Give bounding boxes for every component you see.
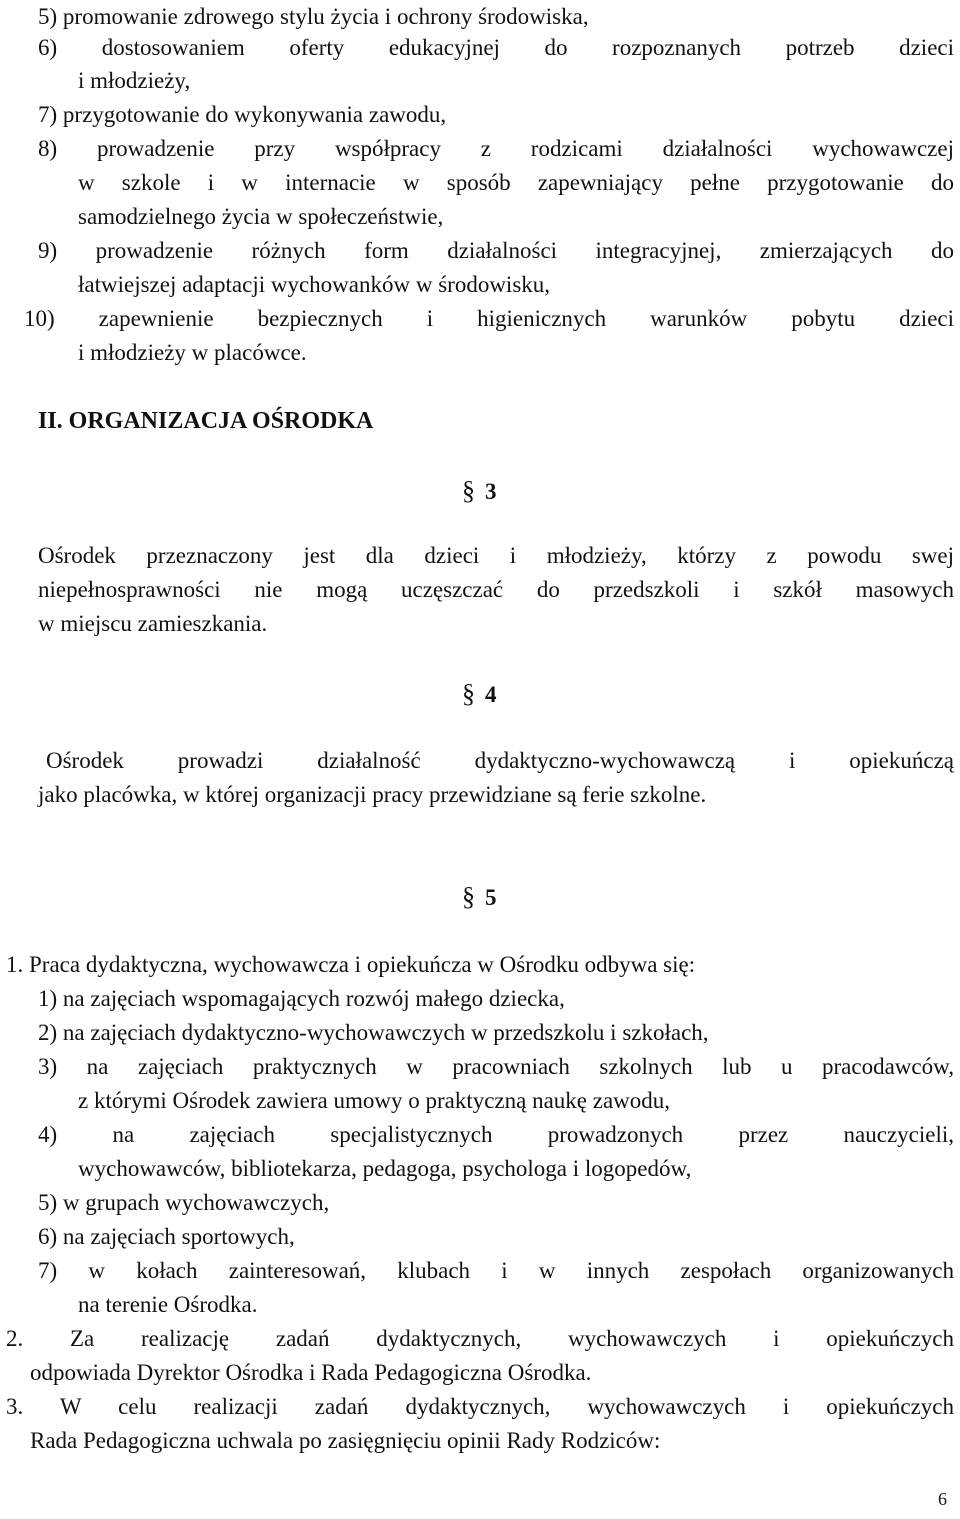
paragraph-3-heading (462, 474, 497, 509)
list-item: 6) na zajęciach sportowych, (38, 1224, 295, 1249)
page-number: 6 (938, 1489, 947, 1509)
paragraph-3-text: niepełnosprawności nie mogą uczęszczać do przedszkoli i szkół masowych (38, 577, 954, 602)
list-item: w szkole i w internacie w sposób zapewniający pełne przygotowanie do (78, 170, 954, 195)
paragraph-3-text: Ośrodek przeznaczony jest dla dzieci i młodzieży, którzy z powodu swej (38, 543, 954, 568)
section-symbol: § (462, 679, 475, 708)
list-item: z którymi Ośrodek zawiera umowy o praktyczną naukę zawodu, (78, 1088, 671, 1113)
paragraph-5-text: Rada Pedagogiczna uchwala po zasięgnięciu opinii Rady Rodziców: (30, 1428, 661, 1453)
list-item: 5) w grupach wychowawczych, (38, 1190, 330, 1215)
paragraph-5-text: 2. Za realizację zadań dydaktycznych, wychowawczych i opiekuńczych (6, 1326, 954, 1351)
list-item: 1) na zajęciach wspomagających rozwój małego dziecka, (38, 986, 565, 1011)
paragraph-4-text: Ośrodek prowadzi działalność dydaktyczno-wychowawczą i opiekuńczą (46, 748, 954, 773)
paragraph-4-heading (462, 677, 497, 712)
list-item: 10) zapewnienie bezpiecznych i higienicznych warunków pobytu dzieci (24, 306, 954, 331)
list-item: 5) promowanie zdrowego stylu życia i ochrony środowiska, (38, 4, 589, 29)
paragraph-5-text: 3. W celu realizacji zadań dydaktycznych, wychowawczych i opiekuńczych (6, 1394, 954, 1419)
list-item: samodzielnego życia w społeczeństwie, (78, 204, 444, 229)
list-item: 6) dostosowaniem oferty edukacyjnej do rozpoznanych potrzeb dzieci (38, 35, 954, 60)
list-item: i młodzieży, (78, 68, 191, 93)
list-item: na terenie Ośrodka. (78, 1292, 258, 1317)
paragraph-3-text: w miejscu zamieszkania. (38, 611, 268, 636)
section-heading: II. ORGANIZACJA OŚRODKA (38, 408, 374, 434)
paragraph-number: 4 (485, 682, 497, 707)
section-symbol: § (462, 476, 475, 505)
paragraph-5-text: odpowiada Dyrektor Ośrodka i Rada Pedagogiczna Ośrodka. (30, 1360, 592, 1385)
list-item: 7) w kołach zainteresowań, klubach i w innych zespołach organizowanych (38, 1258, 954, 1283)
paragraph-5-text: 1. Praca dydaktyczna, wychowawcza i opiekuńcza w Ośrodku odbywa się: (6, 952, 696, 977)
paragraph-5-heading (462, 880, 497, 915)
list-item: łatwiejszej adaptacji wychowanków w środowisku, (78, 272, 551, 297)
list-item: 3) na zajęciach praktycznych w pracowniach szkolnych lub u pracodawców, (38, 1054, 954, 1079)
section-symbol: § (462, 882, 475, 911)
paragraph-4-text: jako placówka, w której organizacji pracy przewidziane są ferie szkolne. (38, 782, 707, 807)
paragraph-number: 3 (485, 479, 497, 504)
list-item: 7) przygotowanie do wykonywania zawodu, (38, 102, 447, 127)
list-item: 4) na zajęciach specjalistycznych prowadzonych przez nauczycieli, (38, 1122, 954, 1147)
list-item: 8) prowadzenie przy współpracy z rodzicami działalności wychowawczej (38, 136, 954, 161)
list-item: wychowawców, bibliotekarza, pedagoga, psychologa i logopedów, (78, 1156, 692, 1181)
list-item: i młodzieży w placówce. (78, 340, 307, 365)
list-item: 9) prowadzenie różnych form działalności integracyjnej, zmierzających do (38, 238, 954, 263)
list-item: 2) na zajęciach dydaktyczno-wychowawczych w przedszkolu i szkołach, (38, 1020, 709, 1045)
paragraph-number: 5 (485, 885, 497, 910)
